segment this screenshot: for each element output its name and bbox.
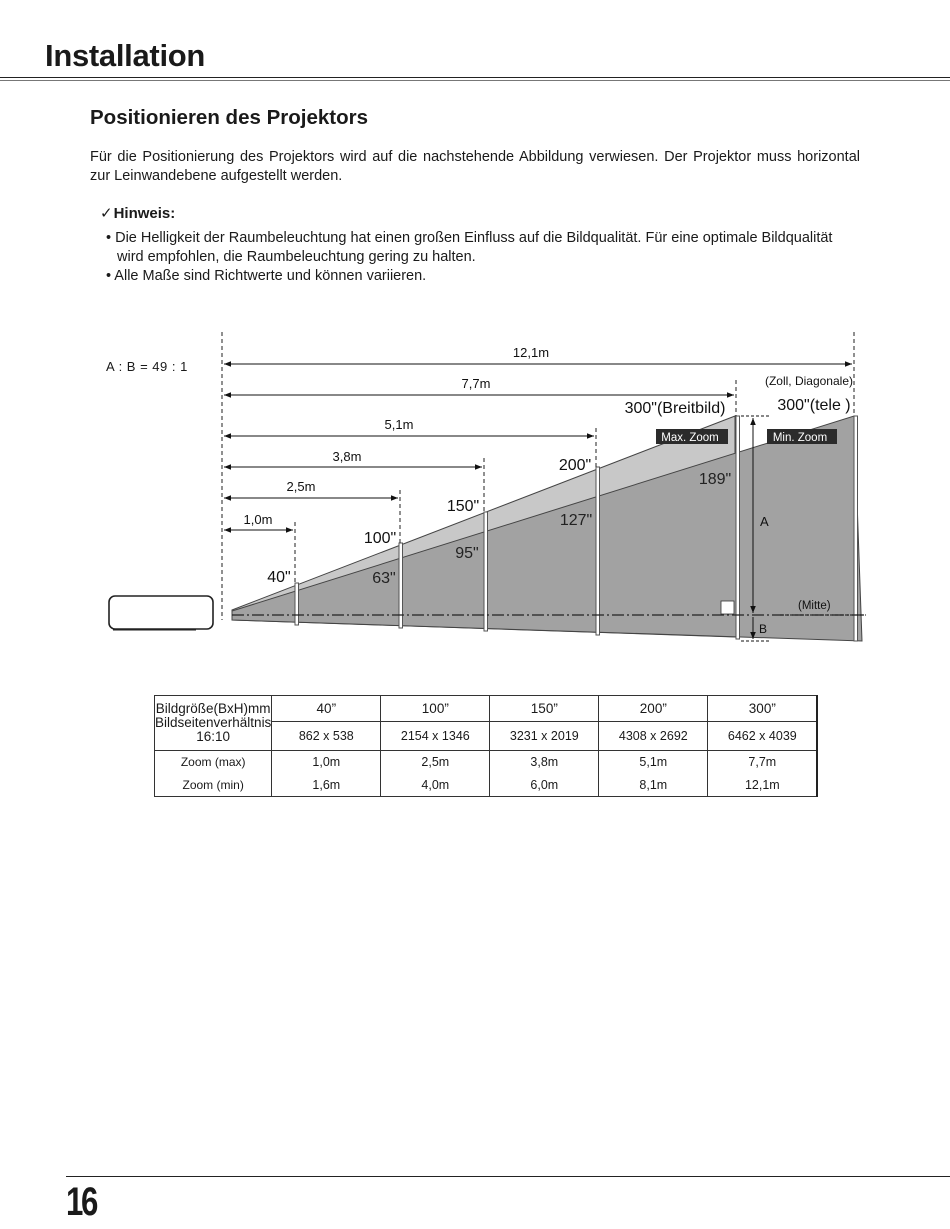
table-cell: 5,1m [599, 751, 708, 774]
distance-label-3-8: 3,8m [332, 449, 362, 464]
table-cell: 1,6m [272, 773, 381, 797]
screen-300 [736, 416, 740, 639]
projector-body [109, 596, 213, 629]
size-label-100: 100" [363, 530, 397, 547]
table-cell: 2154 x 1346 [381, 722, 490, 751]
table-cell: 100” [381, 696, 490, 722]
size-label-40: 40" [267, 569, 291, 586]
projection-table [154, 695, 818, 797]
footer-rule [66, 1176, 950, 1177]
screen-150 [484, 512, 488, 631]
table-cell: 8,1m [599, 773, 708, 797]
note-list [106, 229, 846, 286]
table-row [155, 773, 818, 797]
section-title: Positionieren des Projektors [90, 106, 368, 129]
page-header-title: Installation [45, 38, 206, 73]
table-row [155, 751, 818, 774]
right-angle-mark [721, 601, 734, 614]
table-cell: 4,0m [381, 773, 490, 797]
table-cell: 862 x 538 [272, 722, 381, 751]
zoll-note: (Zoll, Diagonale) [764, 374, 853, 388]
table-cell: 7,7m [708, 751, 818, 774]
table-cell: 6,0m [490, 773, 599, 797]
distance-label-12-1: 12,1m [512, 345, 550, 360]
table-row-head-size: Bildgröße(BxH)mm Bildseitenverhältnis 16:10 [155, 696, 272, 751]
mitte-label: (Mitte) [798, 600, 831, 612]
table-cell: 40” [272, 696, 381, 722]
size-label-95: 95" [455, 545, 479, 562]
size-label-300-breitbild: 300"(Breitbild) [624, 400, 726, 417]
size-label-200: 200" [558, 457, 592, 474]
table-cell: 200” [599, 696, 708, 722]
note-item: • Alle Maße sind Richtwerte und können variieren. [106, 268, 427, 284]
size-label-63: 63" [372, 570, 396, 587]
size-label-150: 150" [446, 498, 480, 515]
header-rule-secondary [0, 80, 950, 81]
size-label-189: 189" [698, 471, 732, 488]
label-a: A [760, 514, 769, 529]
size-label-300-tele: 300"(tele ) [777, 397, 851, 414]
table-cell: 12,1m [708, 773, 818, 797]
table-cell: 300” [708, 696, 818, 722]
distance-label-5-1: 5,1m [384, 417, 414, 432]
min-zoom-label: Min. Zoom [772, 432, 828, 444]
note-title: Hinweis: [113, 205, 176, 222]
page-number: 16 [66, 1180, 97, 1224]
intro-paragraph: Für die Positionierung des Projektors wird auf die nachstehende Abbildung verwiesen. Der Projektor muss horizontal zur Leinwandebene aufgestellt werden. [90, 149, 860, 184]
checkmark-icon: ✓ [100, 205, 113, 222]
ratio-label: A : B = 49 : 1 [106, 359, 188, 374]
table-cell: 4308 x 2692 [599, 722, 708, 751]
table-cell: 2,5m [381, 751, 490, 774]
max-zoom-label: Max. Zoom [661, 432, 719, 444]
projection-distance-diagram [0, 320, 950, 660]
table-cell: 150” [490, 696, 599, 722]
note-item: • Die Helligkeit der Raumbeleuchtung hat einen großen Einfluss auf die Bildqualität. Für eine optimale Bildqualität wird empfohlen, die Raumbeleuchtung gering zu halten. [106, 230, 833, 265]
distance-label-7-7: 7,7m [461, 376, 491, 391]
screen-40 [295, 583, 299, 625]
distance-label-1-0: 1,0m [243, 512, 273, 527]
table-row-head-zoom-min: Zoom (min) [155, 773, 272, 797]
screen-300-tele [854, 416, 858, 641]
size-label-127: 127" [559, 512, 593, 529]
table-cell: 3,8m [490, 751, 599, 774]
table-cell: 6462 x 4039 [708, 722, 818, 751]
distance-label-2-5: 2,5m [286, 479, 316, 494]
header-rule [0, 77, 950, 78]
table-row [155, 696, 818, 722]
screen-200 [596, 467, 600, 635]
note-heading [100, 204, 175, 222]
table-cell: 1,0m [272, 751, 381, 774]
table-cell: 3231 x 2019 [490, 722, 599, 751]
label-b: B [759, 622, 768, 636]
table-row-head-zoom-max: Zoom (max) [155, 751, 272, 774]
